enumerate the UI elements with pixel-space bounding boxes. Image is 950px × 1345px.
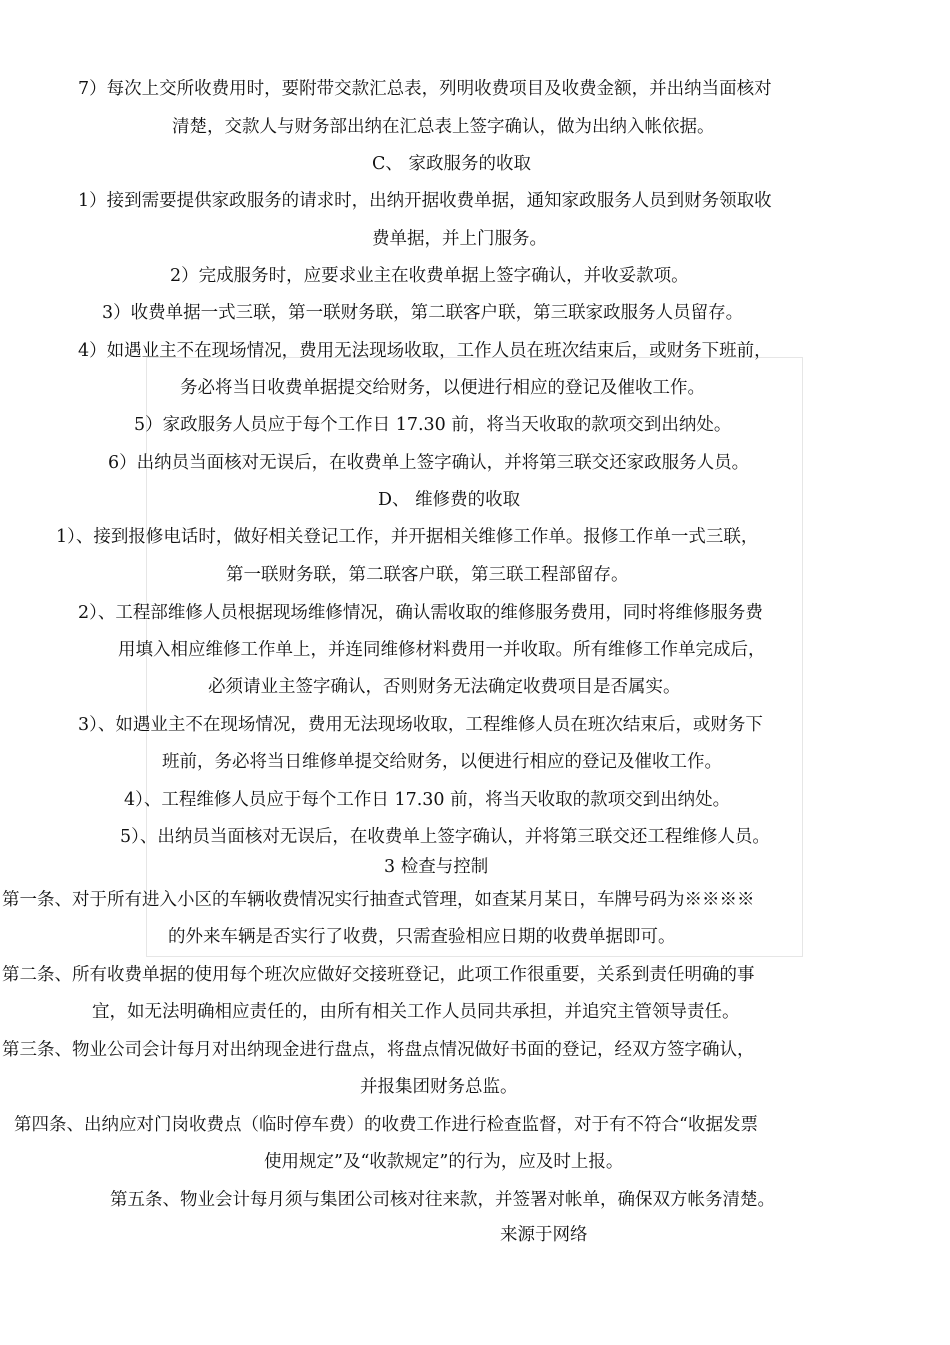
text-line: 第二条、所有收费单据的使用每个班次应做好交接班登记，此项工作很重要，关系到责任明确的事	[2, 965, 755, 985]
text-line: 1）接到需要提供家政服务的请求时，出纳开据收费单据，通知家政服务人员到财务领取收	[78, 191, 772, 211]
text-line: 2）、工程部维修人员根据现场维修情况，确认需收取的维修服务费用，同时将维修服务费	[78, 603, 763, 623]
text-line: 务必将当日收费单据提交给财务，以便进行相应的登记及催收工作。	[180, 378, 705, 398]
text-line: 必须请业主签字确认，否则财务无法确定收费项目是否属实。	[208, 677, 681, 697]
text-line: 宜，如无法明确相应责任的，由所有相关工作人员同共承担，并追究主管领导责任。	[92, 1002, 740, 1022]
text-line: 5）家政服务人员应于每个工作日 17.30 前，将当天收取的款项交到出纳处。	[134, 415, 732, 435]
text-line: 2）完成服务时，应要求业主在收费单据上签字确认，并收妥款项。	[170, 266, 689, 286]
text-line: 6）出纳员当面核对无误后，在收费单上签字确认，并将第三联交还家政服务人员。	[108, 453, 750, 473]
text-line: 第五条、物业会计每月须与集团公司核对往来款，并签署对帐单，确保双方帐务清楚。	[110, 1190, 775, 1210]
text-line: 第一联财务联，第二联客户联，第三联工程部留存。	[226, 565, 629, 585]
text-line: 清楚，交款人与财务部出纳在汇总表上签字确认，做为出纳入帐依据。	[172, 117, 715, 137]
text-line: 使用规定”及“收款规定”的行为，应及时上报。	[264, 1152, 624, 1172]
text-line: 1）、接到报修电话时，做好相关登记工作，并开据相关维修工作单。报修工作单一式三联，	[56, 527, 759, 547]
text-line: 4）如遇业主不在现场情况，费用无法现场收取，工作人员在班次结束后，或财务下班前，	[78, 341, 772, 361]
text-line: 用填入相应维修工作单上，并连同维修材料费用一并收取。所有维修工作单完成后，	[118, 640, 766, 660]
text-line: 4）、工程维修人员应于每个工作日 17.30 前，将当天收取的款项交到出纳处。	[124, 790, 731, 810]
text-line: 费单据，并上门服务。	[372, 229, 547, 249]
text-line: 第三条、物业公司会计每月对出纳现金进行盘点，将盘点情况做好书面的登记，经双方签字确认，	[2, 1040, 755, 1060]
section-heading: C、 家政服务的收取	[372, 154, 531, 174]
text-line: 3）、如遇业主不在现场情况，费用无法现场收取，工程维修人员在班次结束后，或财务下	[78, 715, 763, 735]
text-line: 第一条、对于所有进入小区的车辆收费情况实行抽查式管理，如查某月某日，车牌号码为※※※※	[2, 890, 755, 910]
text-line: 7）每次上交所收费用时，要附带交款汇总表，列明收费项目及收费金额，并出纳当面核对	[78, 79, 772, 99]
section-heading: 3 检查与控制	[384, 857, 489, 877]
text-line: 第四条、出纳应对门岗收费点（临时停车费）的收费工作进行检查监督，对于有不符合“收据发票	[14, 1115, 758, 1135]
text-line: 班前，务必将当日维修单提交给财务，以便进行相应的登记及催收工作。	[162, 752, 722, 772]
text-line: 5）、出纳员当面核对无误后，在收费单上签字确认，并将第三联交还工程维修人员。	[120, 827, 770, 847]
text-line: 的外来车辆是否实行了收费，只需查验相应日期的收费单据即可。	[168, 927, 676, 947]
text-line: 并报集团财务总监。	[360, 1077, 518, 1097]
section-heading: D、 维修费的收取	[378, 490, 521, 510]
source-note: 来源于网络	[500, 1225, 588, 1245]
text-line: 3）收费单据一式三联，第一联财务联，第二联客户联，第三联家政服务人员留存。	[102, 303, 744, 323]
